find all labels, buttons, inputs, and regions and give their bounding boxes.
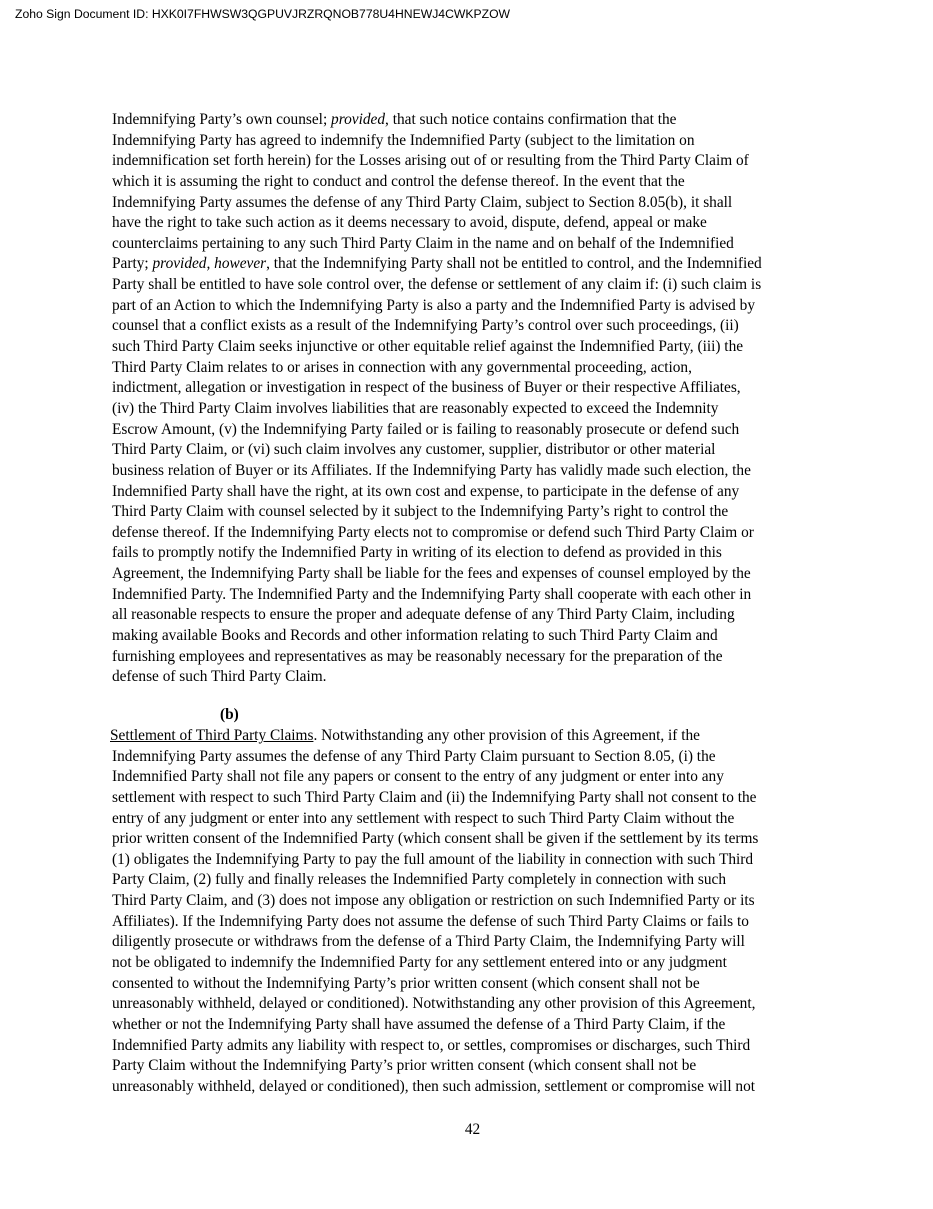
text-line: Party Claim, (2) fully and finally releases the Indemnified Party completely in connection with such [112, 871, 727, 889]
text-line: counsel that a conflict exists as a result of the Indemnifying Party’s control over such proceedings, (ii) [112, 317, 739, 335]
text-line: Agreement, the Indemnifying Party shall be liable for the fees and expenses of counsel employed by the [112, 565, 751, 583]
text-segment: Party; [112, 255, 153, 273]
text-segment: . Notwithstanding any other provision of this Agreement, if the [313, 727, 700, 744]
text-segment: , that such notice contains confirmation that the [385, 111, 677, 128]
text-line: defense of such Third Party Claim. [112, 668, 327, 686]
text-line: diligently prosecute or withdraws from the defense of a Third Party Claim, the Indemnifying Party will [112, 933, 745, 951]
text-line: business relation of Buyer or its Affiliates. If the Indemnifying Party has validly made such election, the [112, 461, 751, 479]
text-line: Indemnifying Party has agreed to indemnify the Indemnified Party (subject to the limitation on [112, 131, 695, 149]
text-line: Third Party Claim, and (3) does not impose any obligation or restriction on such Indemnified Party or its [112, 892, 755, 910]
text-line: (iv) the Third Party Claim involves liabilities that are reasonably expected to exceed the Indemnity [112, 399, 719, 417]
text-line: Indemnifying Party assumes the defense of any Third Party Claim pursuant to Section 8.05, (i) the [112, 747, 716, 765]
text-line: part of an Action to which the Indemnifying Party is also a party and the Indemnified Party is advised by [112, 296, 756, 314]
paragraph-b [110, 726, 830, 1098]
text-line [110, 726, 830, 747]
text-line: Indemnifying Party assumes the defense of any Third Party Claim, subject to Section 8.05(b), it shall [112, 193, 733, 211]
italic-term: provided [331, 111, 386, 128]
text-line: Indemnified Party shall not file any papers or consent to the entry of any judgment or enter into any [112, 768, 724, 786]
text-line: consented to without the Indemnifying Party’s prior written consent (which consent shall not be [112, 974, 700, 992]
text-line: unreasonably withheld, delayed or conditioned), then such admission, settlement or compromise will not [112, 1077, 756, 1095]
text-line: Third Party Claim relates to or arises in connection with any governmental proceeding, action, [112, 358, 692, 376]
text-line: Indemnified Party admits any liability with respect to, or settles, compromises or discharges, such Third [112, 1036, 751, 1054]
text-line: Third Party Claim with counsel selected by it subject to the Indemnifying Party’s right to control the [112, 503, 729, 521]
text-line: (1) obligates the Indemnifying Party to pay the full amount of the liability in connection with such Third [112, 850, 754, 868]
text-line: Escrow Amount, (v) the Indemnifying Party failed or is failing to reasonably prosecute or defend such [112, 420, 740, 438]
section-marker: (b) [220, 706, 239, 723]
text-line: furnishing employees and representatives as may be reasonably necessary for the preparation of the [112, 647, 723, 665]
text-line: Indemnified Party shall have the right, at its own cost and expense, to participate in the defense of any [112, 482, 740, 500]
text-line: all reasonable respects to ensure the proper and adequate defense of any Third Party Claim, including [112, 606, 735, 624]
text-line [112, 110, 830, 131]
text-line: entry of any judgment or enter into any settlement with respect to such Third Party Claim without the [112, 809, 735, 827]
page-number: 42 [464, 1121, 481, 1138]
text-line: Party Claim without the Indemnifying Party’s prior written consent (which consent shall not be [112, 1057, 697, 1075]
text-line: not be obligated to indemnify the Indemnified Party for any settlement entered into or any judgment [112, 954, 727, 972]
paragraph-a [112, 110, 830, 688]
text-line: Third Party Claim, or (vi) such claim involves any customer, supplier, distributor or other material [112, 441, 716, 459]
text-line: defense thereof. If the Indemnifying Party elects not to compromise or defend such Third Party Claim or [112, 523, 754, 541]
text-line: whether or not the Indemnifying Party shall have assumed the defense of a Third Party Claim, if the [112, 1015, 726, 1033]
text-segment: , that the Indemnifying Party shall not be entitled to control, and the Indemnified [266, 255, 762, 273]
text-segment: Indemnifying Party’s own counsel; [112, 111, 332, 128]
text-line [112, 254, 830, 275]
text-line: which it is assuming the right to conduct and control the defense thereof. In the event that the [112, 172, 685, 190]
text-line: counterclaims pertaining to any such Third Party Claim in the name and on behalf of the Indemnified [112, 234, 734, 252]
section-heading: Settlement of Third Party Claims [110, 727, 314, 744]
text-line: fails to promptly notify the Indemnified Party in writing of its election to defend as provided in this [112, 544, 722, 562]
text-line: Affiliates). If the Indemnifying Party does not assume the defense of such Third Party Claims or fails to [112, 912, 749, 930]
text-line: unreasonably withheld, delayed or conditioned). Notwithstanding any other provision of this Agreement, [112, 995, 756, 1013]
text-line: Indemnified Party. The Indemnified Party and the Indemnifying Party shall cooperate with each other in [112, 585, 752, 603]
document-id: Zoho Sign Document ID: HXK0I7FHWSW3QGPUVJRZRQNOB778U4HNEWJ4CWKPZOW [15, 7, 511, 21]
text-line: have the right to take such action as it deems necessary to avoid, dispute, defend, appeal or make [112, 214, 707, 232]
text-line: prior written consent of the Indemnified Party (which consent shall be given if the settlement by its terms [112, 830, 759, 848]
text-line: settlement with respect to such Third Party Claim and (ii) the Indemnifying Party shall not consent to the [112, 788, 757, 806]
text-line: Party shall be entitled to have sole control over, the defense or settlement of any claim if: (i) such claim is [112, 276, 762, 294]
text-line: indictment, allegation or investigation in respect of the business of Buyer or their respective Affiliates, [112, 379, 741, 397]
text-line: such Third Party Claim seeks injunctive or other equitable relief against the Indemnified Party, (iii) the [112, 338, 744, 356]
italic-term: provided, however [152, 255, 267, 273]
text-line: making available Books and Records and other information relating to such Third Party Claim and [112, 627, 718, 645]
text-line: indemnification set forth herein) for the Losses arising out of or resulting from the Third Party Claim of [112, 152, 749, 170]
